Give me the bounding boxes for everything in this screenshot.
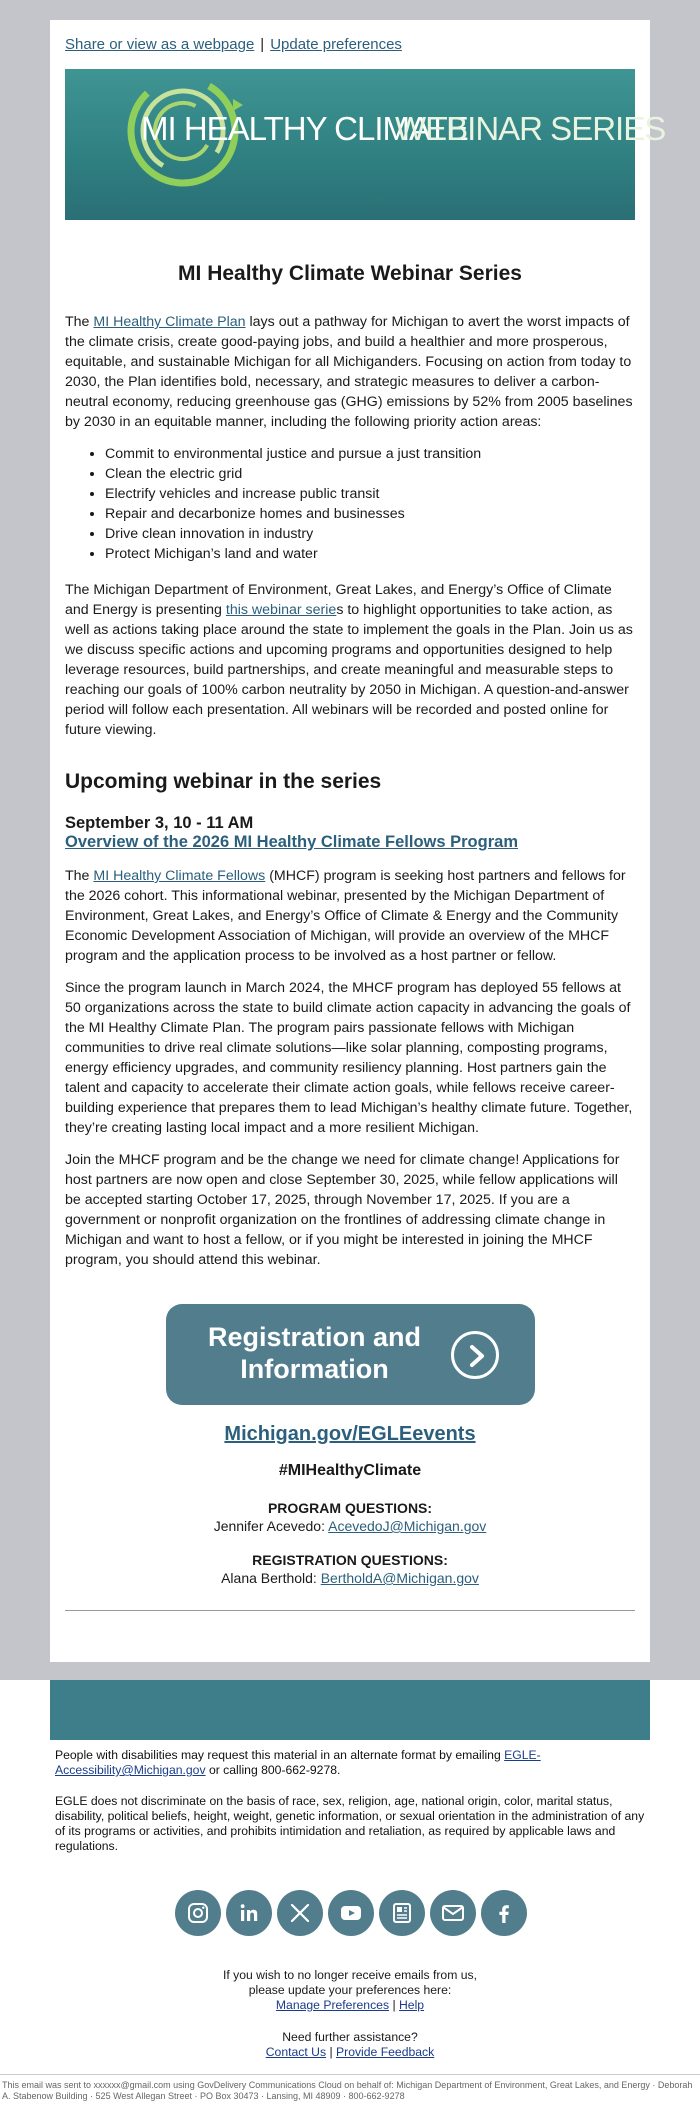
top-links xyxy=(65,36,635,53)
accessibility-before: People with disabilities may request this material in an alternate format by emailing xyxy=(55,1748,505,1762)
banner-title-part1: MI HEALTHY CLIMATE xyxy=(141,110,468,147)
provide-feedback-link[interactable]: Provide Feedback xyxy=(336,2045,435,2059)
intro-text: lays out a pathway for Michigan to avert the worst impacts of the climate crisis, create good-paying jobs, and build a healthier and more prosperous, equitable, and sustainable Michigan for all Michiganders. Focusing on action from today to 2030, the Plan identifies bold, necessary, and strategic measures to deliver a carbon-neutral economy, reducing greenhouse gas (GHG) emissions by 52% from 2005 baselines by 2030 in an equitable manner, including the following priority action areas: xyxy=(65,314,633,430)
contact-us-link[interactable]: Contact Us xyxy=(265,2045,327,2059)
legal-footer: This email was sent to xxxxxx@gmail.com using GovDelivery Communications Cloud on behalf of: Michigan Department of Environment, Great Lakes, and Energy · Deborah A. Stabenow Building · 525 West Allegan Street · PO Box 30473 · Lansing, MI 48909 · 800-662-9278 xyxy=(2,2080,693,2101)
assistance-separator: | xyxy=(329,2045,333,2059)
footer-text xyxy=(55,1748,647,1870)
accessibility-notice xyxy=(55,1748,647,1778)
unsubscribe-separator: | xyxy=(392,1998,396,2012)
banner-logo-graphic xyxy=(65,69,666,220)
call-to-action-paragraph: Join the MHCF program and be the change we need for climate change! Applications for host partners are now open and close September 30, 2025, while fellow applications will be accepted starting October 17, 2025, through November 17, 2025. If you are a government or nonprofit organization on the frontlines of addressing climate change in Michigan and want to host a fellow, or if you might be interested in joining the MHCF program, you should attend this webinar. xyxy=(65,1152,620,1268)
registration-button-label xyxy=(190,1321,440,1385)
webinar-series-link[interactable]: this webinar serie xyxy=(225,602,337,618)
manage-preferences-link[interactable]: Manage Preferences xyxy=(275,1998,390,2012)
banner-title-part2: WEBINAR SERIES xyxy=(395,110,666,147)
list-item: • Repair and decarbonize homes and businesses xyxy=(105,504,635,524)
program-history-paragraph: Since the program launch in March 2024, the MHCF program has deployed 55 fellows at 50 organizations across the state to build climate action capacity in advancing the goals of the MI Healthy Climate Plan. The program pairs passionate fellows with Michigan communities to drive real climate solutions—like solar planning, composting programs, energy efficiency upgrades, and community resiliency planning. Host partners gain the talent and capacity to accelerate their climate action goals, while fellows receive career-building experience that prepares them to lead Michigan’s healthy climate future. Together, they’re creating lasting local impact and a more resilient Michigan. xyxy=(65,980,633,1136)
list-item: • Clean the electric grid xyxy=(105,464,635,484)
series-paragraph xyxy=(65,580,635,740)
event-date: September 3, 10 - 11 AM xyxy=(65,814,254,832)
fellows-link[interactable]: MI Healthy Climate Fellows xyxy=(93,868,266,884)
intro-prefix: The xyxy=(65,314,94,330)
assistance-links xyxy=(0,2045,700,2060)
share-link[interactable]: Share or view as a webpage xyxy=(65,36,255,53)
social-icons xyxy=(175,1890,525,1940)
list-item: • Protect Michigan’s land and water xyxy=(105,544,635,564)
climate-plan-link[interactable]: MI Healthy Climate Plan xyxy=(93,314,246,330)
fellows-text: (MHCF) program is seeking host partners and fellows for the 2026 cohort. This informational webinar, presented by the Michigan Department of Environment, Great Lakes, and Energy’s Office of Climate & Energy and the Community Economic Development Association of Michigan, will provide an overview of the MHCF program and the application process to be involved as a host partner or fellow. xyxy=(65,868,626,964)
registration-contact xyxy=(65,1570,635,1586)
accessibility-after: or calling 800-662-9278. xyxy=(205,1763,341,1777)
list-item: • Electrify vehicles and increase public transit xyxy=(105,484,635,504)
email-card xyxy=(50,20,666,1662)
unsubscribe-links xyxy=(0,1998,700,2013)
legal-divider xyxy=(0,2074,700,2075)
events-link-wrapper xyxy=(65,1423,635,1446)
intro-paragraph xyxy=(65,312,635,432)
program-contact-email[interactable]: AcevedoJ@Michigan.gov xyxy=(328,1518,487,1534)
fellows-prefix: The xyxy=(65,868,94,884)
registration-contact-email[interactable]: BertholdA@Michigan.gov xyxy=(320,1570,479,1586)
email-icon[interactable] xyxy=(430,1890,476,1936)
fellows-paragraph xyxy=(65,866,635,966)
unsubscribe-line1: If you wish to no longer receive emails from us, xyxy=(222,1968,477,1982)
help-link[interactable]: Help xyxy=(399,1998,425,2012)
list-item: • Commit to environmental justice and pursue a just transition xyxy=(105,444,635,464)
registration-button-line2: Information xyxy=(240,1354,389,1384)
webinar-banner xyxy=(65,69,666,220)
accessibility-email-link[interactable]: EGLE-Accessibility@Michigan.gov xyxy=(55,1748,541,1777)
assistance-heading: Need further assistance? xyxy=(282,2030,418,2044)
series-after: s to highlight opportunities to take action, as well as actions taking place around the state to implement the goals in the Plan. Join us as we discuss specific actions and upcoming programs and opportunities designed to help leverage resources, build partnerships, and create meaningful and measurable steps to reaching our goals of 100% carbon neutrality by 2050 in Michigan. A question-and-answer period will follow each presentation. All webinars will be recorded and posted online for future viewing. xyxy=(65,602,633,738)
facebook-icon[interactable] xyxy=(481,1890,527,1936)
series-before: The Michigan Department of Environment, Great Lakes, and Energy’s Office of Climate and Energy is presenting xyxy=(65,582,612,618)
egle-events-link[interactable]: Michigan.gov/EGLEevents xyxy=(224,1423,476,1445)
program-questions-heading: PROGRAM QUESTIONS: xyxy=(267,1500,433,1516)
upcoming-heading: Upcoming webinar in the series xyxy=(65,770,382,793)
chevron-right-icon xyxy=(451,1331,499,1379)
footer-color-bar xyxy=(50,1680,650,1740)
linkedin-icon[interactable] xyxy=(226,1890,272,1936)
unsubscribe-block xyxy=(0,1968,700,2013)
newsletter-icon[interactable] xyxy=(379,1890,425,1936)
unsubscribe-line2: please update your preferences here: xyxy=(248,1983,452,1997)
program-contact-name: Jennifer Acevedo: xyxy=(213,1518,329,1534)
page-title: MI Healthy Climate Webinar Series xyxy=(178,262,522,285)
x-twitter-icon[interactable] xyxy=(277,1890,323,1936)
program-contact xyxy=(65,1518,635,1534)
assistance-block xyxy=(0,2030,700,2060)
hashtag: #MIHealthyClimate xyxy=(278,1462,422,1479)
event-title-link[interactable]: Overview of the 2026 MI Healthy Climate Fellows Program xyxy=(65,833,518,851)
registration-contact-name: Alana Berthold: xyxy=(221,1570,321,1586)
list-item: • Drive clean innovation in industry xyxy=(105,524,635,544)
instagram-icon[interactable] xyxy=(175,1890,221,1936)
registration-button[interactable] xyxy=(166,1304,535,1405)
registration-questions-heading: REGISTRATION QUESTIONS: xyxy=(252,1552,448,1568)
divider xyxy=(65,1610,635,1611)
nondiscrimination-notice: EGLE does not discriminate on the basis of race, sex, religion, age, national origin, color, marital status, disability, political beliefs, height, weight, genetic information, or sexual orientation in the administration of any of its programs or activities, and prohibits intimidation and retaliation, as required by applicable laws and regulations. xyxy=(55,1794,645,1853)
registration-button-line1: Registration and xyxy=(207,1322,422,1352)
event-title xyxy=(65,833,635,852)
top-links-separator: | xyxy=(260,36,265,53)
youtube-icon[interactable] xyxy=(328,1890,374,1936)
priority-list xyxy=(65,444,635,564)
update-preferences-link[interactable]: Update preferences xyxy=(270,36,402,53)
